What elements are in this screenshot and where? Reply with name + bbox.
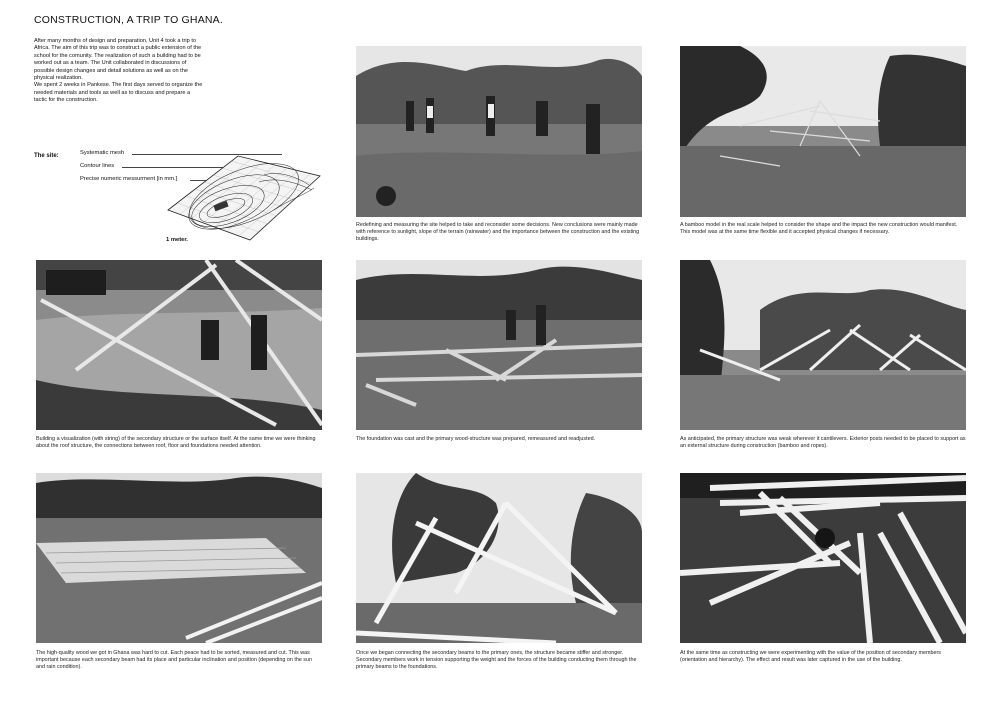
photo-site-measuring: [356, 46, 642, 217]
photo-bamboo-model: [680, 46, 966, 217]
page-title: CONSTRUCTION, A TRIP TO GHANA.: [34, 14, 224, 26]
photo-string-visualization: [36, 260, 322, 430]
site-label: The site:: [34, 153, 59, 159]
photo-secondary-beams: [356, 473, 642, 643]
scale-label: 1 meter.: [166, 237, 188, 243]
legend-label: Precise numeric messurment [in mm.]: [80, 176, 178, 182]
legend-label: Contour lines: [80, 163, 115, 169]
photo-caption: At the same time as constructing we were experimenting with the value of the position of secondary members (orientation and hierarchy). The effect and result was later captured in the use of the building.: [680, 650, 941, 663]
photo-foundation: [356, 260, 642, 430]
photo-caption: The high-quality wood we got in Ghana was hard to cut. Each peace had to be sorted, measured and cut. This was important because each secondary beam had its place and particular inclination and position (depending on the sun and rain condition).: [36, 650, 313, 670]
photo-caption: As anticipated, the primary structure was weak wherever it cantilevers. Exterior posts needed to be placed to support as an external structure during construction (bamboo and ropes).: [680, 436, 966, 449]
photo-caption: The foundation was cast and the primary wood-structure was prepared, remeasured and readjusted.: [356, 436, 596, 442]
photo-roof-experiment: [680, 473, 966, 643]
intro-paragraph: After many months of design and preparation, Unit 4 took a trip to Africa. The aim of this trip was to construct a public extension of the school for the comunity. The realization of such a building had to be worked out as a team. The Unit collaborated in discussions of possible design changes and detail solutions as well as on the physical realization.: [34, 38, 202, 82]
legend-label: Systematic mesh: [80, 150, 125, 156]
intro-text: [34, 38, 204, 105]
photo-caption: A bamboo model in the real scale helped to consider the shape and the impact the new construction would manifest. This model was at the same time flexible and it accepted physical changes if necessary.: [680, 222, 958, 235]
photo-primary-structure: [680, 260, 966, 430]
site-contour-map: [164, 150, 324, 245]
photo-wood-sorting: [36, 473, 322, 643]
photo-caption: Building a visualization (with string) of the secondary structure or the surface itself. At the same time we were thinking about the roof structure, the connections between roof, floor and foundations needed attention.: [36, 436, 316, 449]
photo-caption: Redefining and measuring the site helped to take and reconsider some decisions. New conclusions were mainly made with reference to sunlight, slope of the terrain (rainwater) and the importance between the construction and the existing buildings.: [356, 222, 640, 242]
intro-paragraph: We spent 2 weeks in Pankese. The first days served to organize the needed materials and tools as well as to discuss and prepare a tactic for the construction.: [34, 82, 203, 104]
photo-caption: Once we began connecting the secondary beams to the primary ones, the structure became stiffer and stronger. Secondary members work in tension supporting the weight and the forces of the building conducting them through the primary beams to the foundations.: [356, 650, 637, 670]
